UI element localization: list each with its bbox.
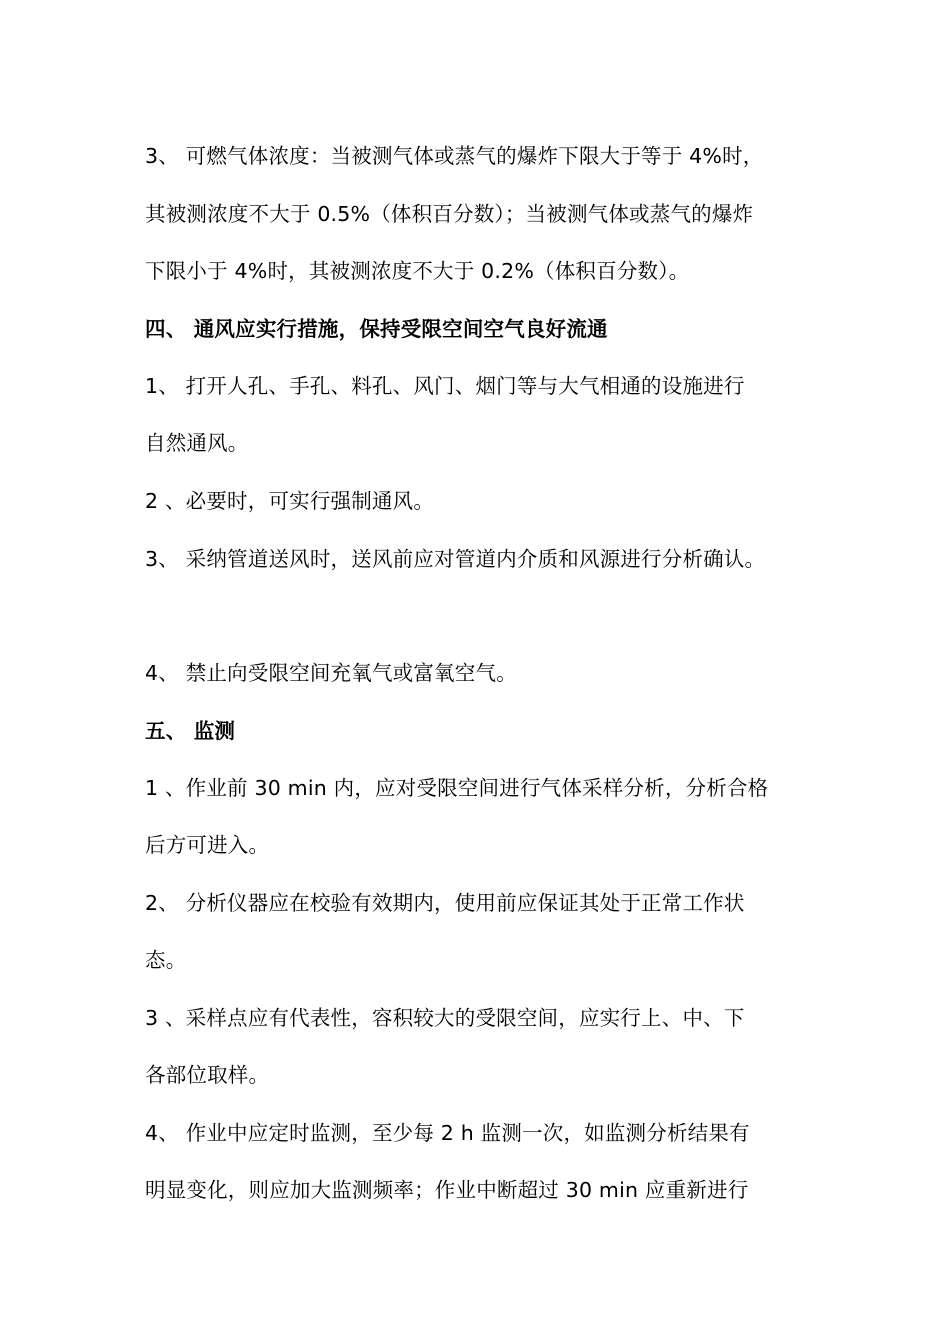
text-line: 各部位取样。	[145, 1063, 270, 1087]
text-line: 下限小于 4%时，其被测浓度不大于 0.2%（体积百分数）。	[145, 259, 690, 283]
text-line: 明显变化，则应加大监测频率；作业中断超过 30 min 应重新进行	[145, 1178, 749, 1202]
section-heading: 五、 监测	[145, 719, 236, 743]
text-line: 3、 采纳管道送风时，送风前应对管道内介质和风源进行分析确认。	[145, 547, 766, 571]
text-line: 后方可进入。	[145, 833, 270, 857]
text-line: 自然通风。	[145, 431, 249, 455]
text-line: 态。	[145, 948, 187, 972]
text-line: 3 、采样点应有代表性，容积较大的受限空间，应实行上、中、下	[145, 1006, 745, 1030]
text-line: 1 、作业前 30 min 内，应对受限空间进行气体采样分析，分析合格	[145, 776, 769, 800]
text-line: 2 、必要时，可实行强制通风。	[145, 489, 435, 513]
text-line: 1、 打开人孔、手孔、料孔、风门、烟门等与大气相通的设施进行	[145, 374, 745, 398]
section-heading: 四、 通风应实行措施，保持受限空间空气良好流通	[145, 317, 608, 341]
text-line: 3、 可燃气体浓度：当被测气体或蒸气的爆炸下限大于等于 4%时，	[145, 144, 764, 168]
text-line: 其被测浓度不大于 0.5%（体积百分数）；当被测气体或蒸气的爆炸	[145, 202, 754, 226]
text-line: 4、 作业中应定时监测，至少每 2 h 监测一次，如监测分析结果有	[145, 1121, 750, 1145]
text-line: 4、 禁止向受限空间充氧气或富氧空气。	[145, 661, 517, 685]
text-line: 2、 分析仪器应在校验有效期内，使用前应保证其处于正常工作状	[145, 891, 745, 915]
